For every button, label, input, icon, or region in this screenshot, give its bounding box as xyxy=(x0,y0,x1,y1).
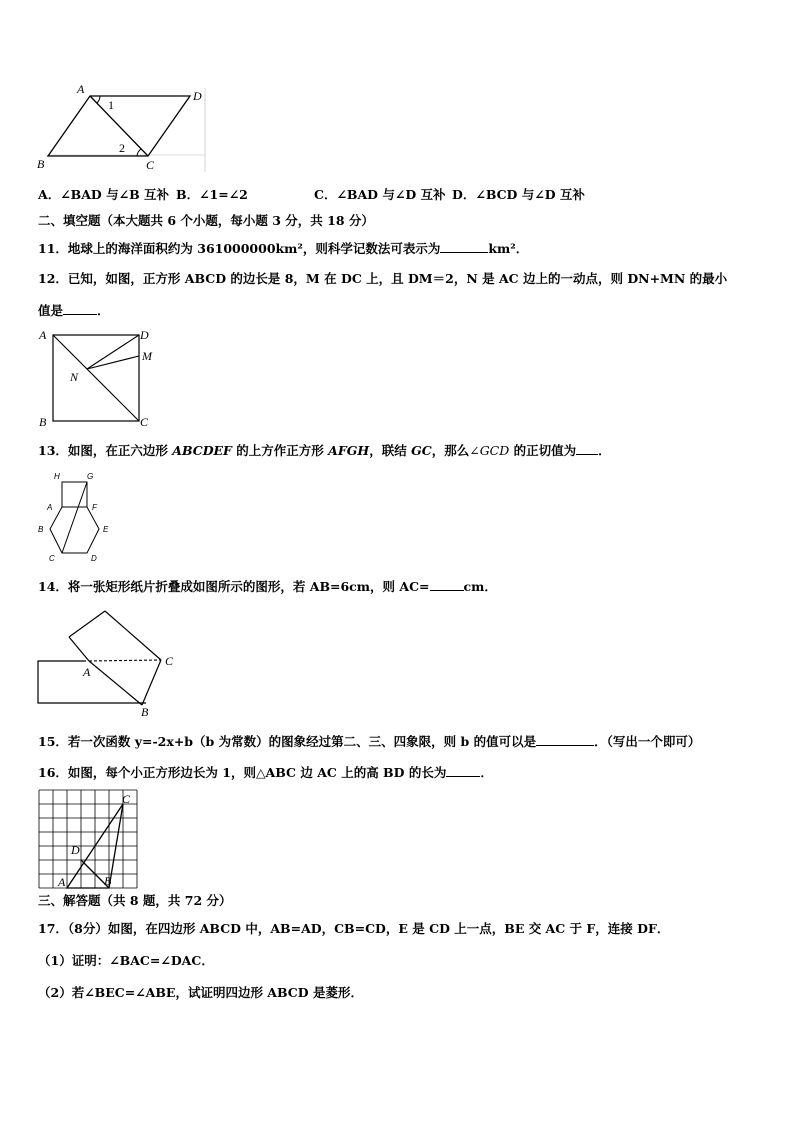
hexagon-figure xyxy=(32,466,112,566)
label-b: B xyxy=(104,874,112,888)
label-d: D xyxy=(91,554,97,563)
q16-blank xyxy=(446,763,480,777)
q11-text: 11．地球上的海洋面积约为 361000000km²，则科学记数法可表示为 xyxy=(38,241,441,256)
q13-gc: GC xyxy=(411,443,432,458)
q17-stem: 17．（8分）如图，在四边形 ABCD 中，AB=AD，CB=CD，E 是 CD 上一点，BE 交 AC 于 F，连接 DF． xyxy=(38,921,670,936)
q11-blank xyxy=(440,239,488,253)
q13-blank xyxy=(576,441,598,455)
q13-mid1: 的上方作正方形 xyxy=(231,443,329,458)
square-figure xyxy=(36,325,166,430)
label-c: C xyxy=(146,158,155,172)
q13-mid2: ，联结 xyxy=(369,443,412,458)
label-c: C xyxy=(165,654,174,668)
q14-text: 14．将一张矩形纸片折叠成如图所示的图形，若 AB=6cm，则 AC= xyxy=(38,579,430,594)
label-angle1: 1 xyxy=(108,98,114,112)
q10-option-d: D．∠BCD 与∠D 互补 xyxy=(452,187,585,202)
q17-part2: （2）若∠BEC=∠ABE，试证明四边形 ABCD 是菱形． xyxy=(38,985,363,1000)
q12-line1: 12．已知，如图，正方形 ABCD 的边长是 8，M 在 DC 上，且 DM＝2，N 是 AC 边上的一动点，则 DN+MN 的最小 xyxy=(38,271,728,286)
q13-end: ． xyxy=(598,443,611,458)
label-b: B xyxy=(141,705,149,719)
label-c: C xyxy=(140,415,149,429)
q14-suffix: cm． xyxy=(463,579,497,594)
q15 xyxy=(38,732,700,751)
q13-mid4: 的正切值为 xyxy=(509,443,577,458)
fold-figure xyxy=(34,606,194,721)
q16-suffix: ． xyxy=(480,765,493,780)
q11 xyxy=(38,239,528,258)
parallelogram-figure xyxy=(30,80,210,175)
label-f: F xyxy=(92,503,97,512)
q13-angle: ∠GCD xyxy=(469,443,510,458)
label-a: A xyxy=(47,503,53,512)
q10-option-a: A．∠BAD 与∠B 互补 xyxy=(38,187,170,202)
q10-option-c: C．∠BAD 与∠D 互补 xyxy=(314,187,446,202)
label-d: D xyxy=(140,328,149,342)
q14-blank xyxy=(430,577,464,591)
label-m: M xyxy=(142,349,152,363)
q11-suffix: km²． xyxy=(488,241,529,256)
q15-suffix: ．（写出一个即可） xyxy=(594,734,701,749)
label-d: D xyxy=(193,89,202,103)
label-g: G xyxy=(87,472,94,481)
q13-hexagon: ABCDEF xyxy=(172,443,232,458)
q14 xyxy=(38,577,497,596)
q16 xyxy=(38,763,493,782)
label-d: D xyxy=(71,843,80,857)
section2-heading: 二、填空题（本大题共 6 个小题，每小题 3 分，共 18 分） xyxy=(38,213,374,228)
q12-line2-end: ． xyxy=(97,303,110,318)
q15-text: 15．若一次函数 y=-2x+b（b 为常数）的图象经过第二、三、四象限，则 b 的值可以是 xyxy=(38,734,537,749)
q13-prefix: 13．如图，在正六边形 xyxy=(38,443,173,458)
q12-blank xyxy=(63,301,97,315)
label-n: N xyxy=(70,370,79,384)
label-a: A xyxy=(77,82,85,96)
label-a: A xyxy=(58,875,66,889)
q16-text: 16．如图，每个小正方形边长为 1，则△ABC 边 AC 上的高 BD 的长为 xyxy=(38,765,447,780)
label-b: B xyxy=(38,525,44,534)
label-a: A xyxy=(39,328,47,342)
q17-part1: （1）证明：∠BAC=∠DAC． xyxy=(38,953,214,968)
label-a: A xyxy=(83,665,91,679)
label-e: E xyxy=(103,525,109,534)
q12-line2-text: 值是 xyxy=(38,303,64,318)
label-angle2: 2 xyxy=(119,141,125,155)
label-h: H xyxy=(54,472,60,481)
q13-mid3: ，那么 xyxy=(431,443,470,458)
q15-blank xyxy=(536,732,594,746)
q10-option-b: B．∠1=∠2 xyxy=(176,187,248,202)
grid-figure xyxy=(37,788,147,893)
label-c: C xyxy=(122,792,131,806)
q13 xyxy=(38,441,611,460)
q13-square: AFGH xyxy=(328,443,370,458)
label-b: B xyxy=(37,157,45,171)
label-c: C xyxy=(49,554,55,563)
q12-line2 xyxy=(38,301,110,320)
label-b: B xyxy=(39,415,47,429)
section3-heading: 三、解答题（共 8 题，共 72 分） xyxy=(38,893,232,908)
